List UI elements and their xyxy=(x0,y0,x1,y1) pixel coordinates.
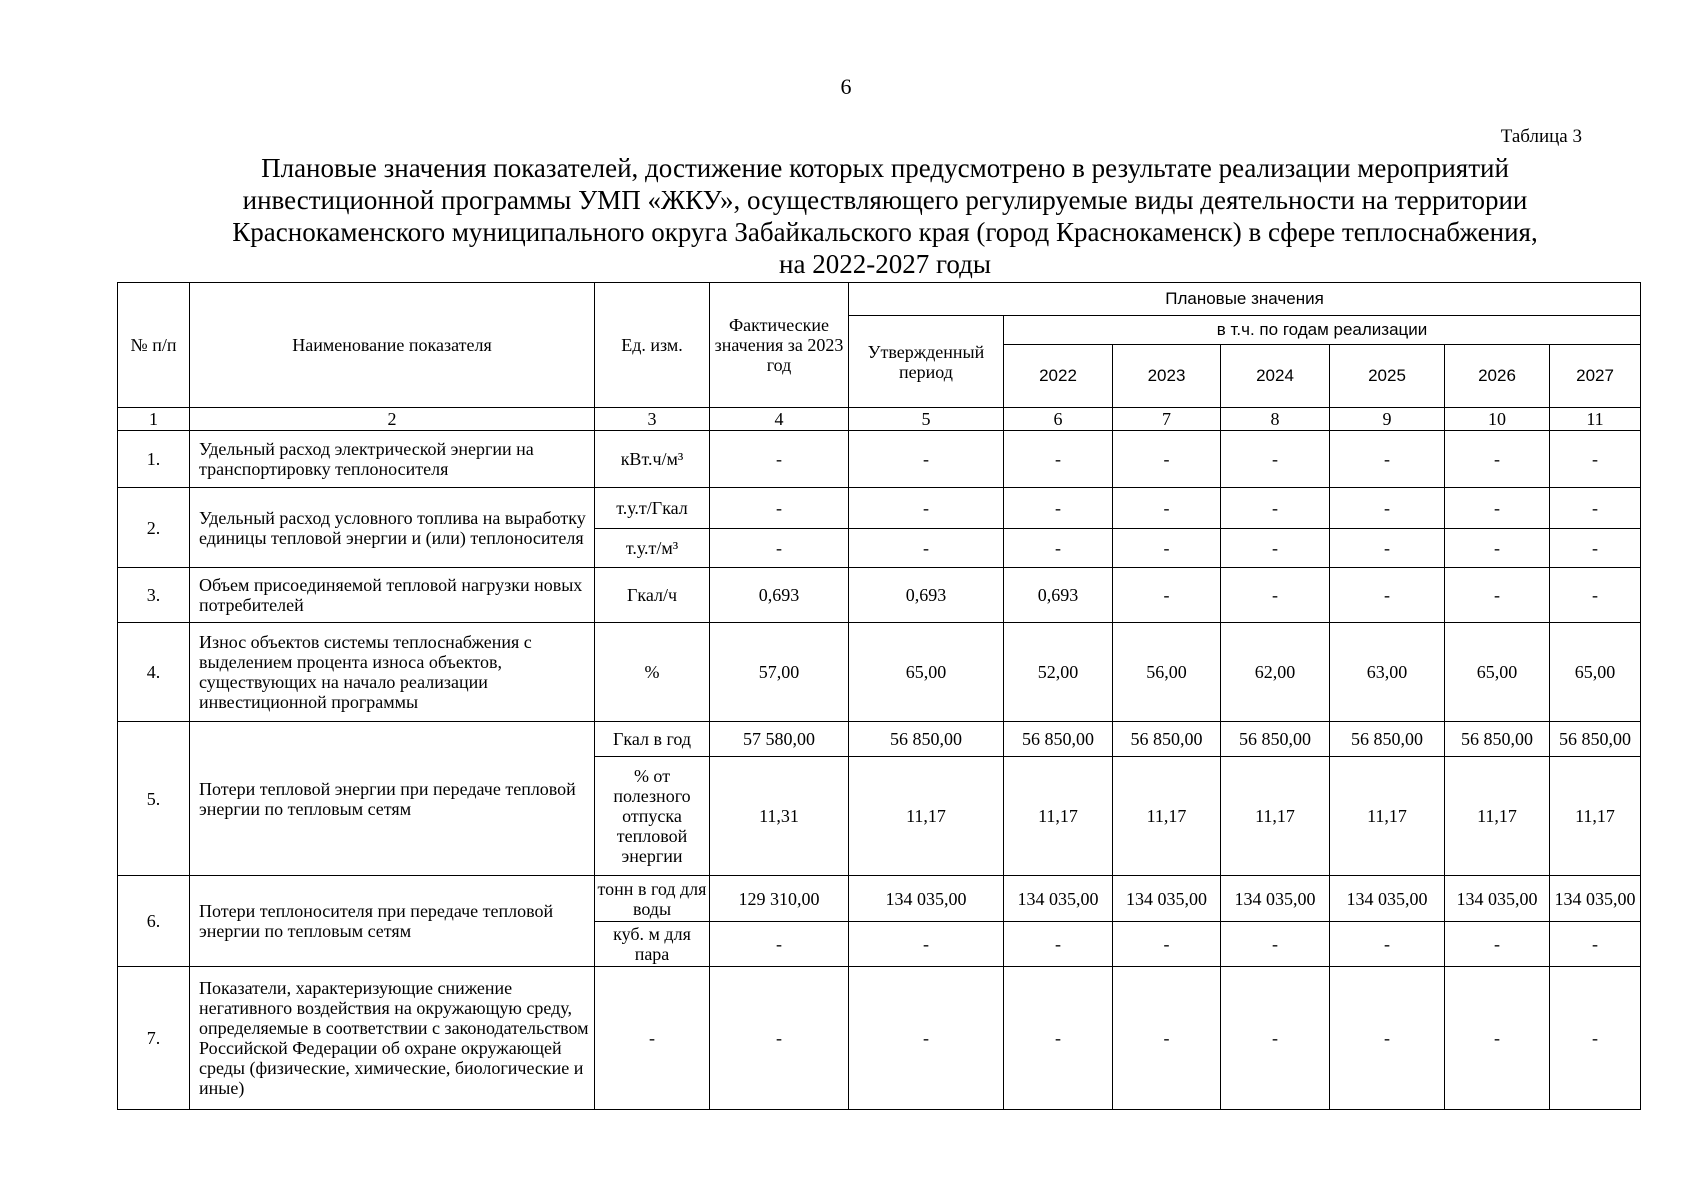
row-number: 4. xyxy=(118,623,190,722)
year-value: - xyxy=(1330,967,1445,1110)
header-row xyxy=(118,283,1641,316)
approved-value: - xyxy=(849,488,1004,529)
column-number: 5 xyxy=(849,408,1004,431)
actual-value: 0,693 xyxy=(710,568,849,623)
row-number: 6. xyxy=(118,876,190,967)
year-value: - xyxy=(1004,922,1113,967)
column-number: 11 xyxy=(1550,408,1641,431)
column-number: 3 xyxy=(595,408,710,431)
year-value: - xyxy=(1330,922,1445,967)
year-value: - xyxy=(1221,488,1330,529)
year-value: 63,00 xyxy=(1330,623,1445,722)
column-number: 10 xyxy=(1445,408,1550,431)
document-title xyxy=(150,152,1620,280)
year-value: - xyxy=(1113,922,1221,967)
year-value: 11,17 xyxy=(1113,757,1221,876)
year-value: - xyxy=(1221,967,1330,1110)
year-value: - xyxy=(1445,431,1550,488)
header-actual: Фактические значения за 2023 год xyxy=(710,283,849,408)
year-value: - xyxy=(1445,529,1550,568)
year-value: 134 035,00 xyxy=(1221,876,1330,922)
year-value: - xyxy=(1550,568,1641,623)
indicator-name: Потери теплоносителя при передаче тепловой энергии по тепловым сетям xyxy=(190,876,595,967)
year-value: 11,17 xyxy=(1004,757,1113,876)
actual-value: - xyxy=(710,529,849,568)
unit-cell: % xyxy=(595,623,710,722)
row-number: 1. xyxy=(118,431,190,488)
header-year: 2026 xyxy=(1445,345,1550,408)
actual-value: - xyxy=(710,431,849,488)
column-number: 6 xyxy=(1004,408,1113,431)
table-row xyxy=(118,623,1641,722)
header-year: 2027 xyxy=(1550,345,1641,408)
unit-cell: т.у.т/Гкал xyxy=(595,488,710,529)
header-year: 2025 xyxy=(1330,345,1445,408)
indicator-name: Потери тепловой энергии при передаче тепловой энергии по тепловым сетям xyxy=(190,722,595,876)
year-value: - xyxy=(1330,529,1445,568)
year-value: - xyxy=(1445,568,1550,623)
title-line-1: Плановые значения показателей, достижение которых предусмотрено в результате реализации мероприятий xyxy=(261,153,1509,183)
year-value: - xyxy=(1550,488,1641,529)
indicator-name: Износ объектов системы теплоснабжения с выделением процента износа объектов, существующих на начало реализации инвестиционной программы xyxy=(190,623,595,722)
actual-value: 57,00 xyxy=(710,623,849,722)
year-value: - xyxy=(1221,922,1330,967)
approved-value: - xyxy=(849,967,1004,1110)
indicator-name: Удельный расход условного топлива на выработку единицы тепловой энергии и (или) теплоносителя xyxy=(190,488,595,568)
year-value: 56 850,00 xyxy=(1221,722,1330,757)
unit-cell: % от полезного отпуска тепловой энергии xyxy=(595,757,710,876)
year-value: - xyxy=(1113,529,1221,568)
year-value: - xyxy=(1004,488,1113,529)
table-row xyxy=(118,568,1641,623)
approved-value: - xyxy=(849,922,1004,967)
year-value: - xyxy=(1445,967,1550,1110)
column-numbers-row xyxy=(118,408,1641,431)
year-value: - xyxy=(1330,431,1445,488)
column-number: 9 xyxy=(1330,408,1445,431)
year-value: 134 035,00 xyxy=(1550,876,1641,922)
column-number: 1 xyxy=(118,408,190,431)
table-label: Таблица 3 xyxy=(1500,126,1582,147)
title-line-3: Краснокаменского муниципального округа Забайкальского края (город Краснокаменск) в сфере теплоснабжения, xyxy=(232,217,1538,247)
table-row xyxy=(118,722,1641,757)
approved-value: 134 035,00 xyxy=(849,876,1004,922)
year-value: - xyxy=(1004,967,1113,1110)
year-value: - xyxy=(1221,529,1330,568)
title-line-2: инвестиционной программы УМП «ЖКУ», осуществляющего регулируемые виды деятельности на территории xyxy=(242,185,1528,215)
year-value: 134 035,00 xyxy=(1113,876,1221,922)
header-approved: Утвержденный период xyxy=(849,316,1004,408)
approved-value: 65,00 xyxy=(849,623,1004,722)
unit-cell: кВт.ч/м³ xyxy=(595,431,710,488)
year-value: 11,17 xyxy=(1550,757,1641,876)
year-value: 65,00 xyxy=(1445,623,1550,722)
actual-value: - xyxy=(710,922,849,967)
unit-cell: Гкал в год xyxy=(595,722,710,757)
column-number: 7 xyxy=(1113,408,1221,431)
year-value: - xyxy=(1445,922,1550,967)
actual-value: - xyxy=(710,967,849,1110)
table-row xyxy=(118,876,1641,922)
year-value: - xyxy=(1550,529,1641,568)
approved-value: - xyxy=(849,431,1004,488)
year-value: - xyxy=(1004,431,1113,488)
header-year: 2023 xyxy=(1113,345,1221,408)
column-number: 8 xyxy=(1221,408,1330,431)
unit-cell: куб. м для пара xyxy=(595,922,710,967)
year-value: 62,00 xyxy=(1221,623,1330,722)
year-value: - xyxy=(1550,431,1641,488)
year-value: 0,693 xyxy=(1004,568,1113,623)
year-value: - xyxy=(1550,922,1641,967)
actual-value: 11,31 xyxy=(710,757,849,876)
indicators-table xyxy=(117,282,1641,1110)
actual-value: 129 310,00 xyxy=(710,876,849,922)
header-planned: Плановые значения xyxy=(849,283,1641,316)
year-value: - xyxy=(1550,967,1641,1110)
header-unit: Ед. изм. xyxy=(595,283,710,408)
approved-value: 0,693 xyxy=(849,568,1004,623)
year-value: - xyxy=(1004,529,1113,568)
year-value: 11,17 xyxy=(1330,757,1445,876)
year-value: - xyxy=(1113,488,1221,529)
year-value: 134 035,00 xyxy=(1004,876,1113,922)
year-value: 56 850,00 xyxy=(1330,722,1445,757)
table-row xyxy=(118,967,1641,1110)
header-name: Наименование показателя xyxy=(190,283,595,408)
year-value: 56,00 xyxy=(1113,623,1221,722)
year-value: 56 850,00 xyxy=(1550,722,1641,757)
approved-value: 56 850,00 xyxy=(849,722,1004,757)
row-number: 7. xyxy=(118,967,190,1110)
row-number: 5. xyxy=(118,722,190,876)
year-value: 11,17 xyxy=(1445,757,1550,876)
year-value: 56 850,00 xyxy=(1445,722,1550,757)
year-value: - xyxy=(1330,568,1445,623)
year-value: 11,17 xyxy=(1221,757,1330,876)
row-number: 3. xyxy=(118,568,190,623)
row-number: 2. xyxy=(118,488,190,568)
page-number: 6 xyxy=(840,74,852,99)
header-year: 2024 xyxy=(1221,345,1330,408)
unit-cell: - xyxy=(595,967,710,1110)
table-row xyxy=(118,431,1641,488)
year-value: 134 035,00 xyxy=(1445,876,1550,922)
indicator-name: Удельный расход электрической энергии на транспортировку теплоносителя xyxy=(190,431,595,488)
year-value: 65,00 xyxy=(1550,623,1641,722)
year-value: - xyxy=(1113,967,1221,1110)
unit-cell: тонн в год для воды xyxy=(595,876,710,922)
unit-cell: Гкал/ч xyxy=(595,568,710,623)
year-value: 56 850,00 xyxy=(1004,722,1113,757)
approved-value: 11,17 xyxy=(849,757,1004,876)
year-value: - xyxy=(1221,431,1330,488)
column-number: 2 xyxy=(190,408,595,431)
actual-value: 57 580,00 xyxy=(710,722,849,757)
title-line-4: на 2022-2027 годы xyxy=(779,249,991,279)
year-value: - xyxy=(1113,431,1221,488)
year-value: 52,00 xyxy=(1004,623,1113,722)
header-by-years: в т.ч. по годам реализации xyxy=(1004,316,1641,345)
unit-cell: т.у.т/м³ xyxy=(595,529,710,568)
indicator-name: Показатели, характеризующие снижение негативного воздействия на окружающую среду, определяемые в соответствии с законодательством Российской Федерации об охране окружающей среды (физические, химические, биологические и иные) xyxy=(190,967,595,1110)
year-value: - xyxy=(1445,488,1550,529)
header-num: № п/п xyxy=(118,283,190,408)
table-row xyxy=(118,488,1641,529)
year-value: - xyxy=(1113,568,1221,623)
column-number: 4 xyxy=(710,408,849,431)
header-year: 2022 xyxy=(1004,345,1113,408)
year-value: 134 035,00 xyxy=(1330,876,1445,922)
approved-value: - xyxy=(849,529,1004,568)
year-value: - xyxy=(1221,568,1330,623)
actual-value: - xyxy=(710,488,849,529)
year-value: - xyxy=(1330,488,1445,529)
year-value: 56 850,00 xyxy=(1113,722,1221,757)
indicator-name: Объем присоединяемой тепловой нагрузки новых потребителей xyxy=(190,568,595,623)
